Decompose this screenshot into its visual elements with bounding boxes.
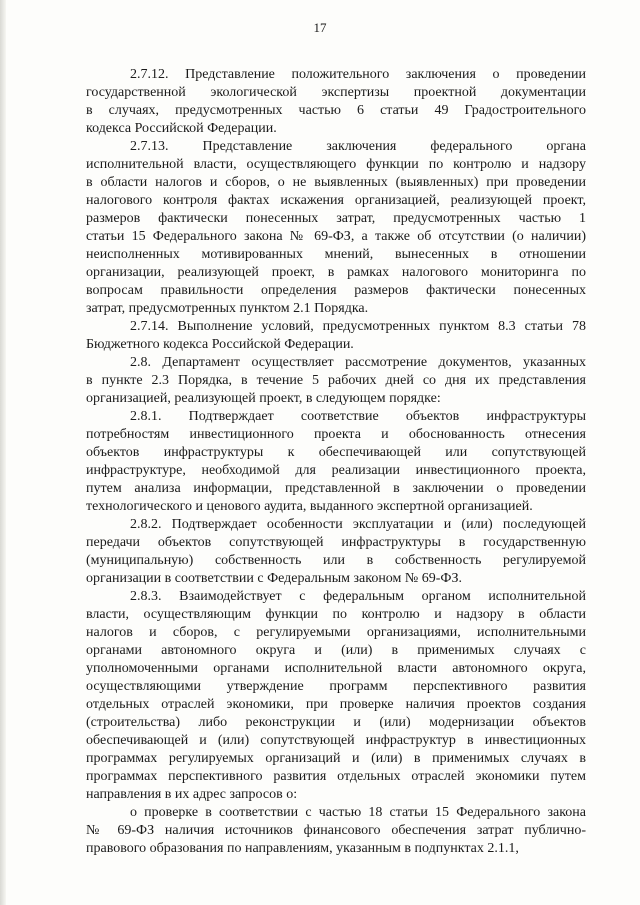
text-line: организацией, реализующей проект, в следующем порядке:	[86, 391, 441, 406]
text-line: 2.7.14. Выполнение условий, предусмотренных пунктом 8.3 статьи 78	[130, 319, 586, 334]
text-line: потребностям инвестиционного проекта и обоснованность отнесения	[86, 427, 586, 442]
text-line: путем анализа информации, представленной в заключении о проведении	[86, 481, 586, 496]
text-line: неисполненных мотивированных мнений, вынесенных в отношении	[86, 247, 586, 262]
text-line: Бюджетного кодекса Российской Федерации.	[86, 337, 354, 352]
text-line: обеспечивающей и (или) сопутствующей инфраструктур в инвестиционных	[86, 733, 586, 748]
text-line: 2.7.13. Представление заключения федерального органа	[130, 139, 586, 154]
text-line: размеров фактически понесенных затрат, предусмотренных частью 1	[86, 211, 586, 226]
paragraph	[86, 138, 586, 318]
text-line: организации, реализующей проект, в рамках налогового мониторинга по	[86, 265, 586, 280]
scan-edge	[0, 0, 6, 905]
text-line: исполнительной власти, осуществляющего функции по контролю и надзору	[86, 157, 586, 172]
text-line: налогов и сборов, с регулируемыми организациями, исполнительными	[86, 625, 586, 640]
text-line: (строительства) либо реконструкции и (или) модернизации объектов	[86, 715, 586, 730]
text-line: технологического и ценового аудита, выданного экспертной организацией.	[86, 499, 533, 514]
document-body	[86, 66, 586, 858]
text-line: организации в соответствии с Федеральным законом № 69-ФЗ.	[86, 571, 462, 586]
text-line: направления в их адрес запросов о:	[86, 787, 298, 802]
paragraph	[86, 66, 586, 138]
text-line: кодекса Российской Федерации.	[86, 121, 277, 136]
text-line: передачи объектов сопутствующей инфраструктуры в государственную	[86, 535, 586, 550]
paragraph	[86, 516, 586, 588]
paragraph	[86, 408, 586, 516]
paragraph	[86, 354, 586, 408]
text-line: вопросам правильности определения размеров фактически понесенных	[86, 283, 586, 298]
text-line: статьи 15 Федерального закона № 69-ФЗ, а также об отсутствии (о наличии)	[86, 229, 586, 244]
text-line: уполномоченными органами исполнительной власти автономного округа,	[86, 661, 586, 676]
text-line: объектов инфраструктуры к обеспечивающей или сопутствующей	[86, 445, 586, 460]
text-line: власти, осуществляющим функции по контролю и надзору в области	[86, 607, 586, 622]
paragraph	[86, 804, 586, 858]
text-line: в области налогов и сборов, о не выявленных (выявленных) при проведении	[86, 175, 586, 190]
text-line: 2.7.12. Представление положительного заключения о проведении	[130, 67, 586, 82]
text-line: отдельных отраслей экономики, при проверке наличия проектов создания	[86, 697, 586, 712]
text-line: 2.8. Департамент осуществляет рассмотрение документов, указанных	[130, 355, 586, 370]
text-line: (муниципальную) собственность или в собственность регулируемой	[86, 553, 586, 568]
text-line: в пункте 2.3 Порядка, в течение 5 рабочих дней со дня их представления	[86, 373, 586, 388]
text-line: программах перспективного развития отдельных отраслей экономики путем	[86, 769, 586, 784]
text-line: государственной экологической экспертизы проектной документации	[86, 85, 586, 100]
paragraph	[86, 588, 586, 804]
text-line: осуществляющими утверждение программ перспективного развития	[86, 679, 586, 694]
text-line: 2.8.2. Подтверждает особенности эксплуатации и (или) последующей	[130, 517, 586, 532]
text-line: затрат, предусмотренных пунктом 2.1 Порядка.	[86, 301, 369, 316]
text-line: 2.8.3. Взаимодействует с федеральным органом исполнительной	[130, 589, 586, 604]
text-line: органами автономного округа и (или) в применимых случаях с	[86, 643, 586, 658]
text-line: правового образования по направлениям, указанным в подпунктах 2.1.1,	[86, 841, 519, 856]
text-line: № 69-ФЗ наличия источников финансового обеспечения затрат публично-	[86, 823, 586, 838]
text-line: о проверке в соответствии с частью 18 статьи 15 Федерального закона	[130, 805, 586, 820]
text-line: налогового контроля фактах искажения организацией, реализующей проект,	[86, 193, 586, 208]
text-line: в случаях, предусмотренных частью 6 статьи 49 Градостроительного	[86, 103, 586, 118]
text-line: программах регулируемых организаций и (или) в применимых случаях в	[86, 751, 586, 766]
text-line: инфраструктуре, необходимой для реализации инвестиционного проекта,	[86, 463, 586, 478]
paragraph	[86, 318, 586, 354]
page-number: 17	[313, 20, 327, 35]
text-line: 2.8.1. Подтверждает соответствие объектов инфраструктуры	[130, 409, 586, 424]
